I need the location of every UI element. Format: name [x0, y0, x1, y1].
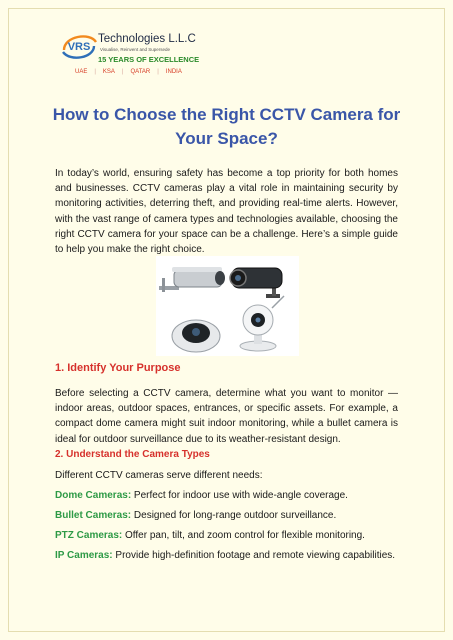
logo-tagline: Visualise, Reinvent and Supersede: [100, 47, 170, 52]
page-title: How to Choose the Right CCTV Camera for Your Space?: [52, 105, 401, 148]
location-separator: |: [121, 69, 124, 75]
cctv-cameras-photo: [156, 256, 299, 356]
camera-type-desc: Provide high-definition footage and remote viewing capabilities.: [112, 550, 396, 561]
camera-type-desc: Offer pan, tilt, and zoom control for flexible monitoring.: [122, 530, 365, 541]
camera-type-desc: Perfect for indoor use with wide-angle coverage.: [131, 490, 348, 501]
dome-camera-icon: [172, 320, 220, 352]
camera-type-ip: [55, 550, 400, 561]
logo-badge-text: VRS: [67, 41, 91, 53]
location-uae: UAE: [75, 69, 88, 75]
camera-type-bullet: [55, 510, 400, 521]
location-ksa: KSA: [102, 69, 115, 75]
camera-type-term: Dome Cameras:: [55, 490, 132, 501]
camera-type-ptz: [55, 530, 400, 541]
section-heading-types: 2. Understand the Camera Types: [55, 449, 210, 460]
location-separator: |: [94, 69, 96, 75]
camera-type-term: PTZ Cameras:: [55, 530, 123, 541]
company-logo: [60, 30, 230, 80]
vrs-logo-icon: [60, 30, 98, 62]
camera-type-desc: Designed for long-range outdoor surveillance.: [131, 510, 337, 521]
camera-type-term: IP Cameras:: [55, 550, 113, 561]
location-india: INDIA: [165, 69, 182, 75]
intro-paragraph: In today’s world, ensuring safety has become a top priority for both homes and businesses. CCTV cameras play a vital role in maintaining security by monitoring activities, deterring theft, and providing real-time alerts. However, with the vast range of camera types and technologies available, choosing the right CCTV camera for your space can be a challenge. Here’s a simple guide to help you make the right choice.: [55, 168, 398, 256]
location-separator: |: [157, 69, 159, 75]
location-qatar: QATAR: [130, 69, 151, 75]
camera-type-dome: [55, 490, 400, 501]
logo-years-text: 15 YEARS OF EXCELLENCE: [98, 55, 200, 64]
section-heading-purpose: 1. Identify Your Purpose: [55, 362, 181, 374]
types-lead-text: Different CCTV cameras serve different needs:: [55, 470, 263, 481]
logo-company-name: Technologies L.L.C: [98, 33, 196, 45]
camera-type-term: Bullet Cameras:: [55, 510, 132, 521]
purpose-paragraph: Before selecting a CCTV camera, determine what you want to monitor — indoor areas, outdoor spaces, entrances, or specific assets. For example, a compact dome camera might suit indoor monitoring, while a bullet camera is ideal for outdoor surveillance due to its weather-resistant design.: [55, 388, 398, 445]
logo-locations: [68, 69, 189, 75]
